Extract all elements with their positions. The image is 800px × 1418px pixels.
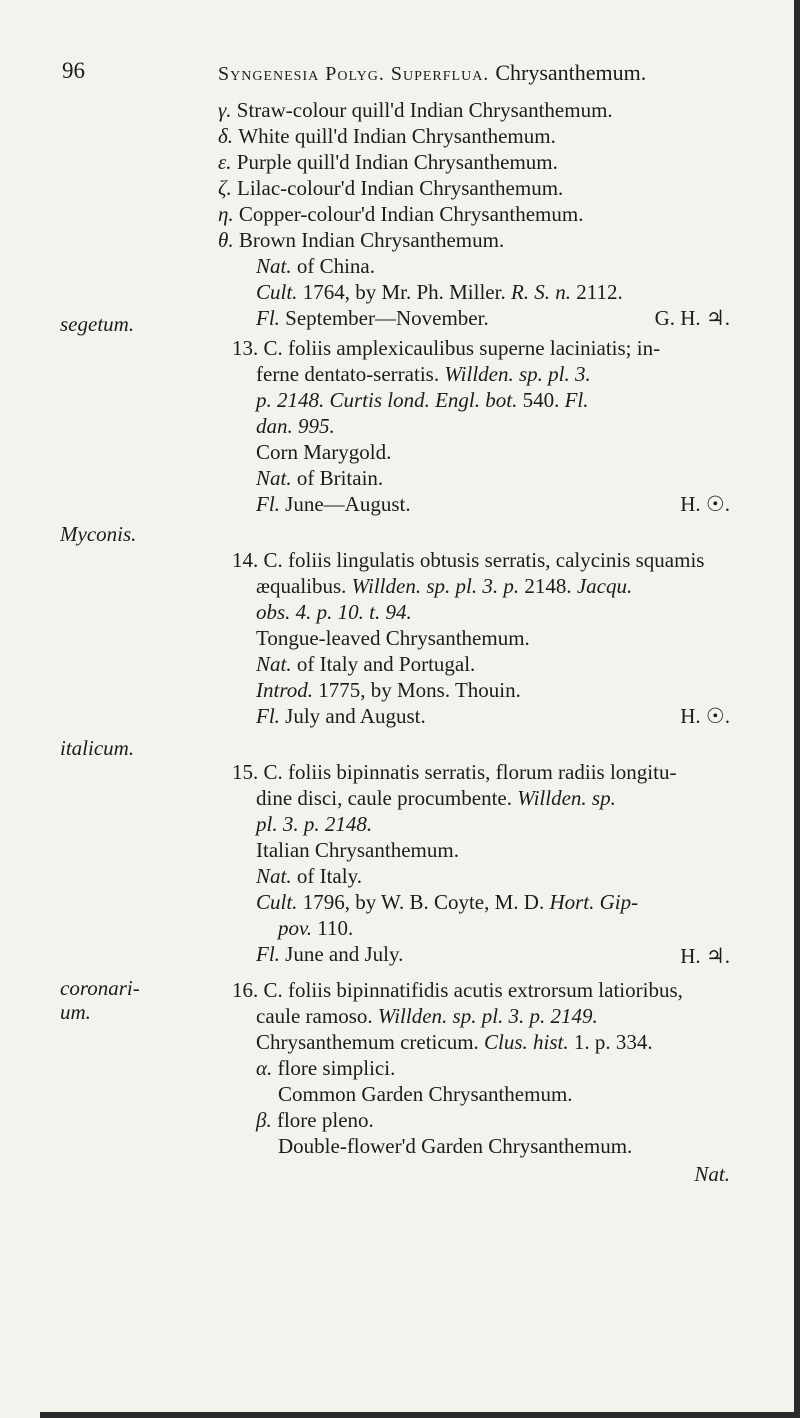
catchword: Nat. <box>694 1162 730 1186</box>
species-13-line-4 <box>256 414 335 439</box>
cult-ref: R. S. n. <box>510 280 572 304</box>
species-15-line-2 <box>256 786 616 811</box>
species-14-line-2 <box>256 574 632 599</box>
habitat-code: H. ♃. <box>680 944 730 968</box>
fl-dan-ref: dan. 995. <box>256 414 335 438</box>
page-ref: p. 2148. <box>256 388 325 412</box>
diagnosis-text: æqualibus. <box>256 574 347 598</box>
cult-ref-2: pov. <box>278 916 313 940</box>
cult-label: Cult. <box>256 890 298 914</box>
nat-label: Nat. <box>256 254 292 278</box>
species-15-line-3 <box>256 812 372 837</box>
variety-letter: δ. <box>218 124 234 148</box>
fl-label: Fl. <box>256 306 280 330</box>
ref-fl-dan: Fl. <box>564 388 589 412</box>
fl-june-july <box>256 942 403 967</box>
nat-italy <box>256 864 362 889</box>
fl-label: Fl. <box>256 942 280 966</box>
ref-jacqu: Jacqu. <box>576 574 633 598</box>
margin-species-name: Myconis. <box>60 522 137 546</box>
page-edge-right <box>794 0 800 1418</box>
cult-ref-cont <box>278 916 353 941</box>
fl-text: June—August. <box>285 492 411 516</box>
habitat-code: H. ☉. <box>680 492 730 516</box>
fl-june-aug <box>256 492 411 517</box>
ref-willden: Willden. sp. pl. 3. p. 2149. <box>377 1004 598 1028</box>
species-13-line-3 <box>256 388 589 413</box>
running-head-class: Syngenesia Polyg. Superflua. <box>218 63 490 85</box>
nat-text: of Italy. <box>296 864 362 888</box>
common-name: Corn Marygold. <box>256 440 392 464</box>
species-15-line-1: 15. C. foliis bipinnatis serratis, florum radiis longitu- <box>232 760 677 784</box>
variety-alpha <box>256 1056 395 1081</box>
variety-text: Lilac-colour'd Indian Chrysanthemum. <box>237 176 564 200</box>
ref-clus: Clus. hist. <box>484 1030 569 1054</box>
margin-species-name: segetum. <box>60 312 135 336</box>
habitat-code: H. ☉. <box>680 704 730 728</box>
ref-engl-bot: Engl. bot. <box>435 388 518 412</box>
variety-delta <box>218 124 556 149</box>
variety-letter: θ. <box>218 228 234 252</box>
common-name: Italian Chrysanthemum. <box>256 838 459 862</box>
variety-text: Purple quill'd Indian Chrysanthemum. <box>236 150 558 174</box>
cult-ref-num: 2112. <box>576 280 623 304</box>
variety-letter: α. <box>256 1056 273 1080</box>
margin-line-1: coronari- <box>60 976 140 1000</box>
fl-text: September—November. <box>285 306 489 330</box>
cult-ref: Hort. Gip- <box>549 890 639 914</box>
ref-willden: Willden. sp. pl. 3. p. <box>351 574 520 598</box>
common-name: Common Garden Chrysanthemum. <box>278 1082 573 1106</box>
diagnosis-text: ferne dentato-serratis. <box>256 362 440 386</box>
running-head <box>218 60 646 86</box>
nat-britain <box>256 466 383 491</box>
species-16-line-3 <box>256 1030 653 1055</box>
ref-curtis: Curtis lond. <box>329 388 430 412</box>
nat-italy-portugal <box>256 652 475 677</box>
fl-label: Fl. <box>256 704 280 728</box>
ref-clus-num: 1. p. 334. <box>573 1030 653 1054</box>
diagnosis-text: dine disci, caule procumbente. <box>256 786 512 810</box>
margin-species-name: italicum. <box>60 736 135 760</box>
nat-text: of Britain. <box>296 466 384 490</box>
margin-species-name <box>60 976 140 1024</box>
common-name: Double-flower'd Garden Chrysanthemum. <box>278 1134 633 1158</box>
variety-epsilon <box>218 150 558 175</box>
variety-letter: ζ. <box>218 176 232 200</box>
introd-label: Introd. <box>256 678 313 702</box>
running-head-genus: Chrysanthemum. <box>495 60 647 85</box>
cult-ref-2-num: 110. <box>317 916 354 940</box>
fl-july-aug <box>256 704 426 729</box>
synonym: Chrysanthemum creticum. <box>256 1030 479 1054</box>
variety-text: Copper-colour'd Indian Chrysanthemum. <box>238 202 584 226</box>
variety-letter: ε. <box>218 150 232 174</box>
variety-letter: γ. <box>218 98 232 122</box>
page-header <box>0 58 800 88</box>
common-name: Tongue-leaved Chrysanthemum. <box>256 626 530 650</box>
ref-willden-num: 2148. <box>524 574 572 598</box>
cult-coyte <box>256 890 638 915</box>
margin-line-2: um. <box>60 1000 91 1024</box>
nat-china <box>256 254 375 279</box>
variety-text: Brown Indian Chrysanthemum. <box>238 228 505 252</box>
ref-willden: Willden. sp. pl. 3. <box>444 362 591 386</box>
cult-miller <box>256 280 623 305</box>
introd-thouin <box>256 678 521 703</box>
nat-label: Nat. <box>256 864 292 888</box>
nat-text: of China. <box>296 254 375 278</box>
jacqu-ref: obs. 4. p. 10. t. 94. <box>256 600 412 624</box>
variety-theta <box>218 228 504 253</box>
page-number: 96 <box>62 58 85 83</box>
fl-text: June and July. <box>285 942 404 966</box>
species-16-line-1: 16. C. foliis bipinnatifidis acutis extrorsum latioribus, <box>232 978 683 1002</box>
variety-text: Straw-colour quill'd Indian Chrysanthemum. <box>236 98 613 122</box>
fl-label: Fl. <box>256 492 280 516</box>
ref-willden: Willden. sp. <box>517 786 616 810</box>
nat-label: Nat. <box>256 466 292 490</box>
cult-text: 1764, by Mr. Ph. Miller. <box>302 280 506 304</box>
variety-letter: η. <box>218 202 234 226</box>
introd-text: 1775, by Mons. Thouin. <box>318 678 521 702</box>
species-13-line-2 <box>256 362 591 387</box>
variety-beta <box>256 1108 374 1133</box>
fl-sept-nov <box>256 306 489 331</box>
nat-text: of Italy and Portugal. <box>296 652 476 676</box>
species-16-line-2 <box>256 1004 598 1029</box>
variety-text: flore pleno. <box>276 1108 374 1132</box>
variety-text: flore simplici. <box>277 1056 396 1080</box>
cult-text: 1796, by W. B. Coyte, M. D. <box>302 890 545 914</box>
variety-letter: β. <box>256 1108 272 1132</box>
fl-text: July and August. <box>285 704 426 728</box>
species-14-line-3 <box>256 600 412 625</box>
variety-text: White quill'd Indian Chrysanthemum. <box>238 124 556 148</box>
species-14-line-1: 14. C. foliis lingulatis obtusis serratis, calycinis squamis <box>232 548 705 572</box>
variety-gamma <box>218 98 613 123</box>
cult-label: Cult. <box>256 280 298 304</box>
nat-label: Nat. <box>256 652 292 676</box>
diagnosis-text: caule ramoso. <box>256 1004 373 1028</box>
species-13-line-1: 13. C. foliis amplexicaulibus superne laciniatis; in- <box>232 336 661 360</box>
plate-ref: pl. 3. p. 2148. <box>256 812 373 836</box>
habitat-code: G. H. ♃. <box>654 306 730 330</box>
variety-eta <box>218 202 583 227</box>
page-edge-bottom <box>40 1412 800 1418</box>
variety-zeta <box>218 176 563 201</box>
ref-engl-num: 540. <box>522 388 560 412</box>
